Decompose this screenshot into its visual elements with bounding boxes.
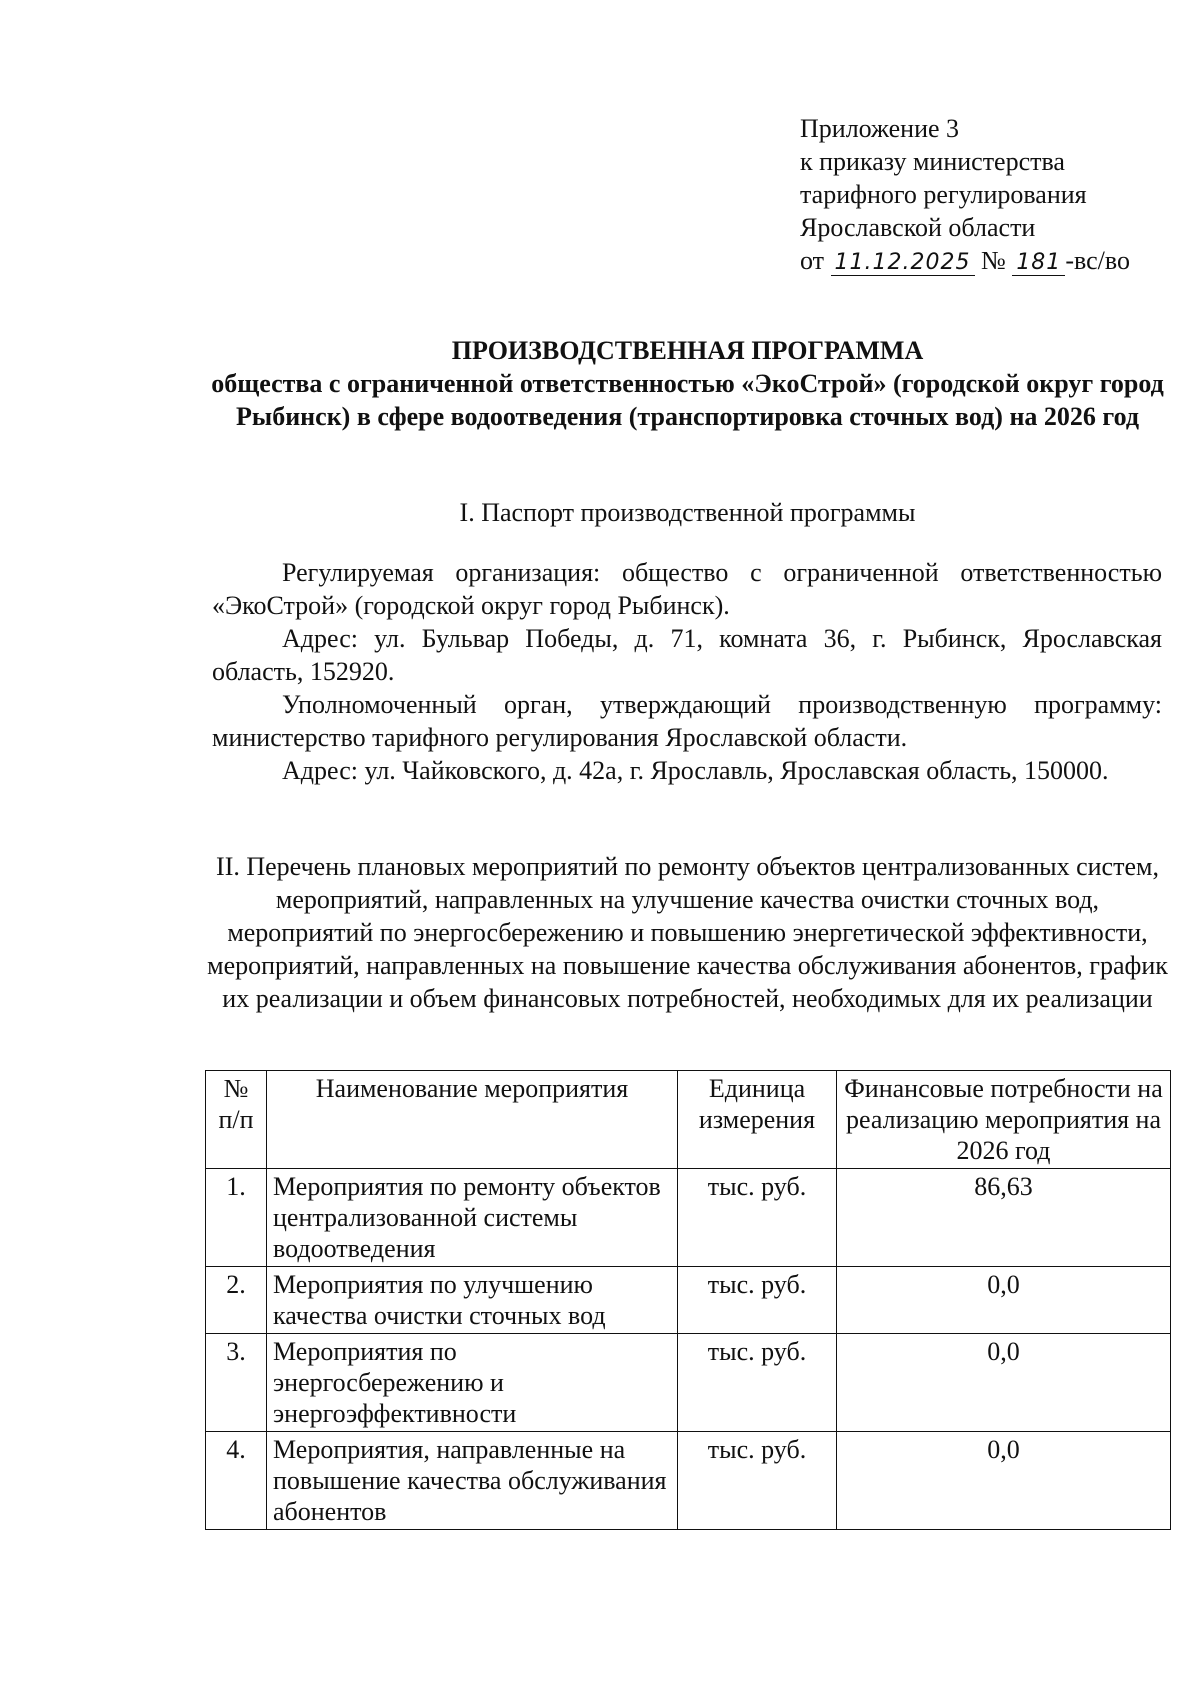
passport-paragraph: Регулируемая организация: общество с ограниченной ответственностью «ЭкоСтрой» (городской округ город Рыбинск). (212, 558, 1162, 620)
table-row (206, 1334, 1171, 1432)
section-2-heading: II. Перечень плановых мероприятий по ремонту объектов централизованных систем, мероприятий, направленных на улучшение качества очистки сточных вод, мероприятий по энергосбережению и повышению энергетической эффективности, мероприятий, направленных на повышение качества обслуживания абонентов, график их реализации и объем финансовых потребностей, необходимых для их реализации (207, 852, 1168, 1013)
title-subtitle: общества с ограниченной ответственностью «ЭкоСтрой» (городской округ город Рыбинск) в сфере водоотведения (транспортировка сточных вод) на 2026 год (211, 369, 1164, 431)
section-1-heading: I. Паспорт производственной программы (459, 498, 916, 527)
row-unit: тыс. руб. (678, 1267, 837, 1334)
row-num: 1. (206, 1169, 267, 1267)
row-num: 2. (206, 1267, 267, 1334)
row-value: 0,0 (837, 1432, 1171, 1530)
row-unit: тыс. руб. (678, 1169, 837, 1267)
table-row (206, 1432, 1171, 1530)
table-header-row (206, 1071, 1171, 1169)
passport-paragraph: Адрес: ул. Бульвар Победы, д. 71, комната 36, г. Рыбинск, Ярославская область, 152920. (212, 624, 1162, 686)
row-value: 86,63 (837, 1169, 1171, 1267)
row-name: Мероприятия по энергосбережению и энергоэффективности (267, 1334, 678, 1432)
appendix-date-line (800, 244, 1130, 277)
header-finance: Финансовые потребности на реализацию мероприятия на 2026 год (837, 1071, 1171, 1169)
row-value: 0,0 (837, 1334, 1171, 1432)
row-value: 0,0 (837, 1267, 1171, 1334)
title-main: ПРОИЗВОДСТВЕННАЯ ПРОГРАММА (451, 336, 924, 365)
activities-table (205, 1070, 1171, 1530)
number-prefix: № (981, 246, 1006, 275)
document-title (205, 334, 1170, 433)
appendix-line-4: Ярославской области (800, 213, 1036, 242)
passport-text (212, 556, 1162, 787)
handwritten-number: 181 (1012, 251, 1065, 276)
appendix-block (800, 112, 1130, 277)
number-suffix: -вс/во (1065, 246, 1130, 275)
header-name: Наименование мероприятия (267, 1071, 678, 1169)
date-prefix: от (800, 246, 825, 275)
header-num: № п/п (206, 1071, 267, 1169)
passport-paragraph: Адрес: ул. Чайковского, д. 42а, г. Ярославль, Ярославская область, 150000. (282, 756, 1109, 785)
row-name: Мероприятия, направленные на повышение качества обслуживания абонентов (267, 1432, 678, 1530)
row-unit: тыс. руб. (678, 1432, 837, 1530)
passport-paragraph: Уполномоченный орган, утверждающий производственную программу: министерство тарифного регулирования Ярославской области. (212, 690, 1162, 752)
header-unit: Единица измерения (678, 1071, 837, 1169)
handwritten-date: 11.12.2025 (831, 251, 975, 276)
appendix-line-1: Приложение 3 (800, 114, 960, 143)
appendix-line-2: к приказу министерства (800, 147, 1065, 176)
appendix-line-3: тарифного регулирования (800, 180, 1087, 209)
row-name: Мероприятия по ремонту объектов централизованной системы водоотведения (267, 1169, 678, 1267)
row-unit: тыс. руб. (678, 1334, 837, 1432)
row-num: 4. (206, 1432, 267, 1530)
row-num: 3. (206, 1334, 267, 1432)
row-name: Мероприятия по улучшению качества очистки сточных вод (267, 1267, 678, 1334)
table-row (206, 1267, 1171, 1334)
table-row (206, 1169, 1171, 1267)
